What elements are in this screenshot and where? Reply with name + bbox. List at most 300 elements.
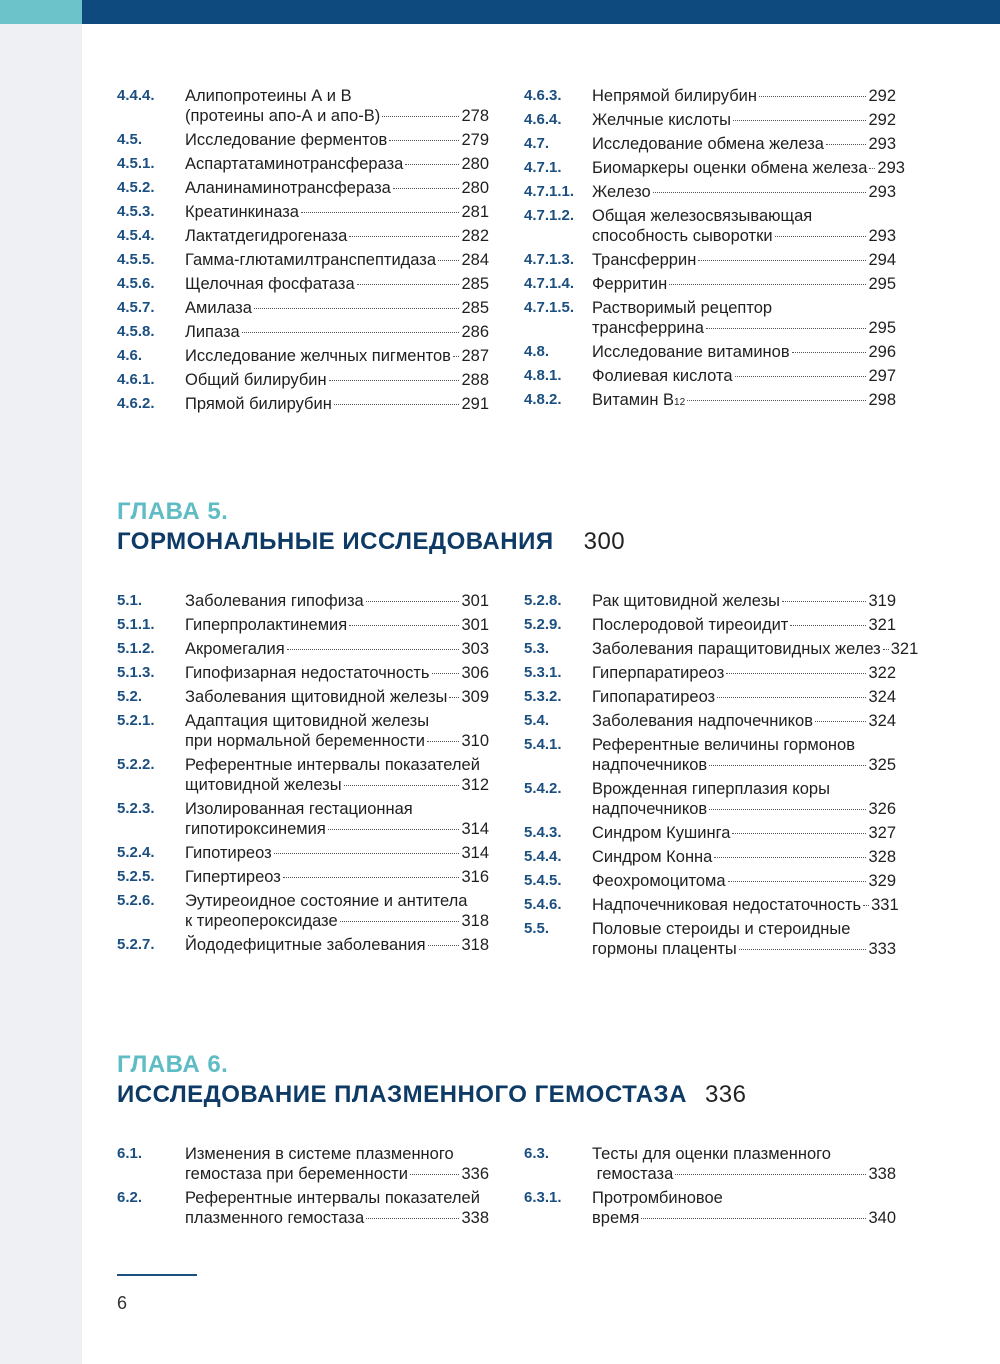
toc-entry-title: при нормальной беременности [185, 732, 425, 750]
toc-entry-number: 5.3. [524, 640, 550, 657]
toc-entry-number: 5.1.1. [117, 616, 155, 633]
toc-entry-line [185, 394, 489, 414]
toc-entry-title: Желчные кислоты [592, 111, 731, 129]
toc-entry-number: 4.7.1.2. [524, 207, 575, 224]
toc-entry-title: Биомаркеры оценки обмена железа [592, 159, 868, 177]
toc-entry-line [185, 298, 489, 318]
toc-entry-page: 285 [461, 299, 489, 317]
toc-entry-line [592, 1144, 896, 1164]
toc-entry [117, 346, 489, 366]
toc-entry-page: 284 [461, 251, 489, 269]
toc-dot-leader [366, 601, 460, 602]
toc-entry-line [185, 711, 489, 731]
toc-entry-body [185, 226, 489, 246]
toc-entry-number: 5.2.4. [117, 844, 155, 861]
toc-dot-leader [698, 260, 866, 261]
toc-entry-title: Исследование желчных пигментов [185, 347, 451, 365]
toc-entry-body [592, 274, 896, 294]
toc-entry-page: 319 [868, 592, 896, 610]
toc-entry [117, 891, 489, 931]
toc-dot-leader [687, 400, 866, 401]
toc-dot-leader [274, 853, 460, 854]
toc-entry-title: гормоны плаценты [592, 940, 737, 958]
toc-entry-body [592, 779, 896, 819]
toc-entry-page: 312 [461, 776, 489, 794]
toc-entry-page: 325 [868, 756, 896, 774]
toc-entry-body [592, 182, 896, 202]
toc-entry-page: 285 [461, 275, 489, 293]
toc-entry-body [592, 250, 896, 270]
toc-dot-leader [653, 192, 867, 193]
toc-entry-page: 301 [461, 592, 489, 610]
toc-entry-body [185, 130, 489, 150]
toc-entry-title: Гипопаратиреоз [592, 688, 716, 706]
toc-entry-body [185, 663, 489, 683]
toc-entry-title: Непрямой билирубин [592, 87, 757, 105]
toc-dot-leader [357, 284, 460, 285]
toc-entry [117, 178, 489, 198]
toc-entry-page: 318 [461, 936, 489, 954]
toc-dot-leader [301, 212, 460, 213]
toc-entry-page: 295 [868, 275, 896, 293]
toc-entry-line [592, 298, 896, 318]
toc-entry-title: Половые стероиды и стероидные [592, 920, 851, 938]
toc-entry-number: 6.3. [524, 1145, 550, 1162]
toc-entry-line [185, 591, 489, 611]
toc-entry-number: 4.6.2. [117, 395, 155, 412]
toc-dot-leader [334, 404, 460, 405]
toc-entry-body [185, 639, 489, 659]
toc-entry-line [592, 390, 896, 413]
toc-entry [117, 86, 489, 126]
toc-entry-body [185, 250, 489, 270]
toc-entry [524, 711, 896, 731]
toc-entry-line [185, 274, 489, 294]
toc-entry-title: Изолированная гестационная [185, 800, 413, 818]
toc-entry-number: 4.5.6. [117, 275, 155, 292]
toc-entry-number: 4.7. [524, 135, 550, 152]
toc-entry-number: 6.2. [117, 1189, 143, 1206]
toc-entry-title: Заболевания надпочечников [592, 712, 813, 730]
toc-entry-number: 4.8.1. [524, 367, 562, 384]
toc-entry-page: 303 [461, 640, 489, 658]
toc-dot-leader [792, 352, 867, 353]
toc-entry-page: 280 [461, 179, 489, 197]
toc-entry-page: 287 [461, 347, 489, 365]
toc-entry-line [185, 843, 489, 863]
toc-entry-title: надпочечников [592, 756, 708, 774]
toc-section4-left [117, 86, 489, 418]
toc-dot-leader [759, 96, 866, 97]
toc-entry-page: 278 [461, 107, 489, 125]
toc-entry-number: 4.6. [117, 347, 143, 364]
chapter6-title-text: ИССЛЕДОВАНИЕ ПЛАЗМЕННОГО ГЕМОСТАЗА [117, 1081, 687, 1108]
toc-entry-number: 6.3.1. [524, 1189, 562, 1206]
toc-entry-number: 4.8. [524, 343, 550, 360]
chapter6-label: ГЛАВА 6. [117, 1051, 229, 1078]
toc-entry-page: 316 [461, 868, 489, 886]
toc-entry-number: 4.7.1.3. [524, 251, 575, 268]
toc-entry-body [592, 390, 896, 413]
toc-entry-page: 293 [868, 135, 896, 153]
toc-entry-title: трансферрина [592, 319, 704, 337]
toc-entry-number: 5.2.1. [117, 712, 155, 729]
toc-entry [117, 394, 489, 414]
toc-entry [117, 298, 489, 318]
toc-entry-page: 286 [461, 323, 489, 341]
toc-dot-leader [393, 188, 460, 189]
toc-dot-leader [328, 829, 460, 830]
toc-entry-page: 340 [868, 1209, 896, 1227]
toc-entry-body [185, 1144, 489, 1184]
toc-entry-title: Ферритин [592, 275, 668, 293]
toc-dot-leader [815, 721, 866, 722]
toc-entry-title: Врожденная гиперплазия коры [592, 780, 830, 798]
toc-entry-title: Синдром Кушинга [592, 824, 731, 842]
toc-entry-line [185, 1164, 489, 1184]
toc-entry-line [592, 134, 896, 154]
toc-chapter6-right [524, 1144, 896, 1232]
toc-entry-title: гипотироксинемия [185, 820, 326, 838]
toc-entry-number: 4.5.1. [117, 155, 155, 172]
toc-entry-body [592, 298, 896, 338]
toc-entry-title: Послеродовой тиреоидит [592, 616, 789, 634]
toc-entry-number: 5.1.2. [117, 640, 155, 657]
toc-entry-title: Синдром Конна [592, 848, 713, 866]
toc-dot-leader [709, 809, 866, 810]
toc-entry [117, 639, 489, 659]
toc-entry [117, 615, 489, 635]
toc-entry-body [185, 178, 489, 198]
toc-entry-body [185, 843, 489, 863]
chapter5-page: 300 [583, 528, 626, 555]
toc-entry-line [185, 1144, 489, 1164]
toc-dot-leader [340, 921, 460, 922]
toc-dot-leader [669, 284, 866, 285]
toc-entry-body [185, 867, 489, 887]
toc-entry-title: Эутиреоидное состояние и антитела [185, 892, 468, 910]
toc-entry [524, 1188, 896, 1228]
toc-entry-page: 314 [461, 844, 489, 862]
toc-entry-title: гемостаза [592, 1165, 674, 1183]
toc-entry-title: плазменного гемостаза [185, 1209, 365, 1227]
toc-entry-title: гемостаза при беременности [185, 1165, 408, 1183]
toc-entry-line [592, 919, 896, 939]
toc-entry [524, 274, 896, 294]
toc-entry [524, 735, 896, 775]
toc-entry-number: 4.8.2. [524, 391, 562, 408]
toc-entry-number: 4.7.1.5. [524, 299, 575, 316]
toc-entry-number: 5.3.1. [524, 664, 562, 681]
toc-dot-leader [254, 308, 460, 309]
toc-section4-right [524, 86, 905, 417]
toc-dot-leader [366, 1218, 459, 1219]
toc-dot-leader [706, 328, 867, 329]
toc-entry-line [592, 823, 896, 843]
toc-entry-page: 293 [877, 159, 905, 177]
toc-dot-leader [283, 877, 460, 878]
toc-entry-line [592, 735, 896, 755]
toc-entry-line [592, 1164, 896, 1184]
toc-entry [117, 154, 489, 174]
chapter6-title [117, 1081, 746, 1109]
toc-entry-body [592, 206, 896, 246]
toc-entry-line [185, 731, 489, 751]
toc-entry-title: Витамин B [592, 391, 675, 409]
toc-entry-page: 297 [868, 367, 896, 385]
toc-entry-number: 5.2.5. [117, 868, 155, 885]
toc-entry-title: Общая железосвязывающая [592, 207, 813, 225]
toc-entry-title: Алипопротеины А и В [185, 87, 352, 105]
toc-entry-line [185, 106, 489, 126]
toc-dot-leader [349, 236, 459, 237]
toc-entry [524, 158, 905, 178]
toc-entry-number: 5.1. [117, 592, 143, 609]
toc-entry-number: 5.4.5. [524, 872, 562, 889]
toc-entry-page: 321 [868, 616, 896, 634]
toc-dot-leader [826, 144, 867, 145]
toc-entry-body [185, 274, 489, 294]
toc-entry-title: Изменения в системе плазменного [185, 1145, 454, 1163]
toc-entry-line [592, 663, 896, 683]
toc-entry-body [592, 1188, 896, 1228]
toc-entry-page: 326 [868, 800, 896, 818]
toc-entry-line [592, 1188, 896, 1208]
toc-entry-title: Креатинкиназа [185, 203, 299, 221]
toc-entry-page: 295 [868, 319, 896, 337]
toc-entry-title: Прямой билирубин [185, 395, 332, 413]
footer-rule [117, 1274, 197, 1276]
toc-entry-number: 4.6.4. [524, 111, 562, 128]
toc-entry [524, 895, 899, 915]
toc-chapter6-left [117, 1144, 489, 1232]
toc-dot-leader [717, 697, 866, 698]
top-header-bar [82, 0, 1000, 24]
toc-entry-title: Гиперпаратиреоз [592, 664, 725, 682]
toc-entry-body [592, 919, 896, 959]
toc-entry-page: 327 [868, 824, 896, 842]
toc-entry-title: Адаптация щитовидной железы [185, 712, 430, 730]
toc-dot-leader [432, 673, 460, 674]
toc-entry-number: 4.5.2. [117, 179, 155, 196]
toc-entry-line [185, 1188, 489, 1208]
toc-entry-page: 328 [868, 848, 896, 866]
toc-entry-line [185, 322, 489, 342]
toc-entry-line [592, 158, 905, 178]
toc-entry-number: 6.1. [117, 1145, 143, 1162]
toc-dot-leader [410, 1174, 460, 1175]
toc-entry-body [592, 366, 896, 386]
toc-entry-page: 288 [461, 371, 489, 389]
toc-entry-body [592, 823, 896, 843]
toc-entry-page: 324 [868, 712, 896, 730]
toc-dot-leader [739, 949, 867, 950]
toc-dot-leader [790, 625, 866, 626]
toc-entry-title: Аспартатаминотрансфераза [185, 155, 404, 173]
toc-entry-page: 306 [461, 664, 489, 682]
toc-entry-line [185, 755, 489, 775]
toc-entry-line [185, 346, 489, 366]
toc-entry-page: 310 [461, 732, 489, 750]
toc-entry-line [185, 250, 489, 270]
toc-dot-leader [883, 649, 889, 650]
toc-entry-line [185, 687, 489, 707]
toc-entry-body [592, 615, 896, 635]
toc-entry-body [185, 615, 489, 635]
toc-entry-number: 5.4.1. [524, 736, 562, 753]
toc-dot-leader [641, 1218, 866, 1219]
toc-entry [524, 86, 896, 106]
toc-dot-leader [242, 332, 460, 333]
toc-entry-number: 4.6.3. [524, 87, 562, 104]
toc-entry-line [592, 779, 896, 799]
toc-entry-page: 318 [461, 912, 489, 930]
toc-entry-page: 301 [461, 616, 489, 634]
toc-entry-line [592, 250, 896, 270]
toc-entry-body [185, 935, 489, 955]
toc-entry-body [185, 346, 489, 366]
toc-dot-leader [449, 697, 459, 698]
toc-entry [524, 639, 919, 659]
toc-entry-line [592, 895, 899, 915]
toc-entry-title: Исследование обмена железа [592, 135, 824, 153]
toc-dot-leader [344, 785, 460, 786]
toc-entry-line [185, 615, 489, 635]
toc-entry-title: Гамма-глютамилтранспептидаза [185, 251, 437, 269]
toc-dot-leader [428, 945, 460, 946]
toc-entry-title: Заболевания паращитовидных желез [592, 640, 881, 658]
toc-entry-body [185, 891, 489, 931]
toc-entry-page: 331 [871, 896, 899, 914]
toc-entry-body [185, 394, 489, 414]
toc-entry-line [592, 206, 896, 226]
toc-entry-page: 322 [868, 664, 896, 682]
toc-entry-title: способность сыворотки [592, 227, 773, 245]
toc-entry-title: (протеины апо-А и апо-В) [185, 107, 381, 125]
toc-entry-title: Лактатдегидрогеназа [185, 227, 348, 245]
toc-entry-number: 5.1.3. [117, 664, 155, 681]
toc-entry-title: Феохромоцитома [592, 872, 726, 890]
toc-entry [117, 591, 489, 611]
toc-entry-number: 5.2.8. [524, 592, 562, 609]
toc-dot-leader [287, 649, 460, 650]
toc-entry-number: 5.4.3. [524, 824, 562, 841]
toc-entry-title: Гиперпролактинемия [185, 616, 348, 634]
toc-entry [117, 274, 489, 294]
toc-entry-page: 291 [461, 395, 489, 413]
toc-entry-page: 292 [868, 87, 896, 105]
toc-entry-body [185, 799, 489, 839]
toc-entry-line [592, 847, 896, 867]
toc-entry-line [185, 202, 489, 222]
toc-entry-number: 5.2. [117, 688, 143, 705]
toc-entry-page: 293 [868, 183, 896, 201]
toc-entry-line [185, 663, 489, 683]
toc-dot-leader [775, 236, 867, 237]
toc-entry-number: 4.5.5. [117, 251, 155, 268]
toc-entry-title: Щелочная фосфатаза [185, 275, 355, 293]
toc-entry-body [592, 639, 919, 659]
toc-entry-number: 5.2.2. [117, 756, 155, 773]
toc-entry-title: Рак щитовидной железы [592, 592, 781, 610]
toc-dot-leader [735, 376, 867, 377]
toc-entry-line [592, 755, 896, 775]
toc-entry-line [592, 799, 896, 819]
toc-entry-number: 5.4. [524, 712, 550, 729]
toc-entry-line [185, 1208, 489, 1228]
toc-entry-page: 280 [461, 155, 489, 173]
toc-entry-body [185, 755, 489, 795]
toc-entry-body [592, 847, 896, 867]
page-number: 6 [117, 1293, 128, 1313]
toc-entry-line [185, 775, 489, 795]
toc-entry-body [185, 322, 489, 342]
toc-entry-title: Референтные интервалы показателей [185, 756, 480, 774]
toc-dot-leader [675, 1174, 866, 1175]
toc-entry-title: Общий билирубин [185, 371, 327, 389]
toc-entry-title: Исследование витаминов [592, 343, 790, 361]
toc-entry [524, 206, 896, 246]
toc-entry-title: Гипофизарная недостаточность [185, 664, 430, 682]
toc-entry [117, 687, 489, 707]
toc-entry-body [185, 202, 489, 222]
toc-entry-line [185, 370, 489, 390]
toc-entry-title: Акромегалия [185, 640, 285, 658]
toc-entry [117, 1144, 489, 1184]
toc-entry-line [592, 615, 896, 635]
toc-entry-line [592, 687, 896, 707]
toc-entry-line [185, 86, 489, 106]
toc-entry-line [592, 182, 896, 202]
toc-entry-line [592, 591, 896, 611]
toc-entry [117, 935, 489, 955]
toc-entry [524, 298, 896, 338]
toc-entry-title: Референтные величины гормонов [592, 736, 855, 754]
toc-entry-number: 4.5.4. [117, 227, 155, 244]
toc-entry-title: Трансферрин [592, 251, 697, 269]
toc-entry-number: 5.2.7. [117, 936, 155, 953]
toc-entry-title: к тиреопероксидазе [185, 912, 338, 930]
toc-entry-title: Железо [592, 183, 651, 201]
toc-entry-page: 294 [868, 251, 896, 269]
toc-entry-line [185, 226, 489, 246]
toc-entry-line [592, 366, 896, 386]
chapter5-label: ГЛАВА 5. [117, 498, 229, 525]
top-accent-teal [0, 0, 82, 24]
toc-dot-leader [733, 120, 866, 121]
toc-entry-page: 324 [868, 688, 896, 706]
toc-dot-leader [728, 881, 867, 882]
toc-dot-leader [863, 905, 869, 906]
toc-entry-body [185, 591, 489, 611]
chapter5-title [117, 528, 625, 556]
toc-entry-page: 321 [890, 640, 919, 658]
toc-dot-leader [453, 356, 460, 357]
toc-dot-leader [869, 168, 875, 169]
toc-entry-body [185, 298, 489, 318]
toc-entry-title: Липаза [185, 323, 240, 341]
toc-dot-leader [726, 673, 866, 674]
toc-entry-title: Тесты для оценки плазменного [592, 1145, 831, 1163]
toc-entry-number: 4.5.7. [117, 299, 155, 316]
toc-entry-page: 298 [868, 391, 896, 409]
toc-entry-body [185, 370, 489, 390]
toc-entry [117, 130, 489, 150]
toc-entry-title: Надпочечниковая недостаточность [592, 896, 862, 914]
toc-entry-line [592, 110, 896, 130]
toc-entry-number: 5.3.2. [524, 688, 562, 705]
toc-entry-body [592, 1144, 896, 1184]
